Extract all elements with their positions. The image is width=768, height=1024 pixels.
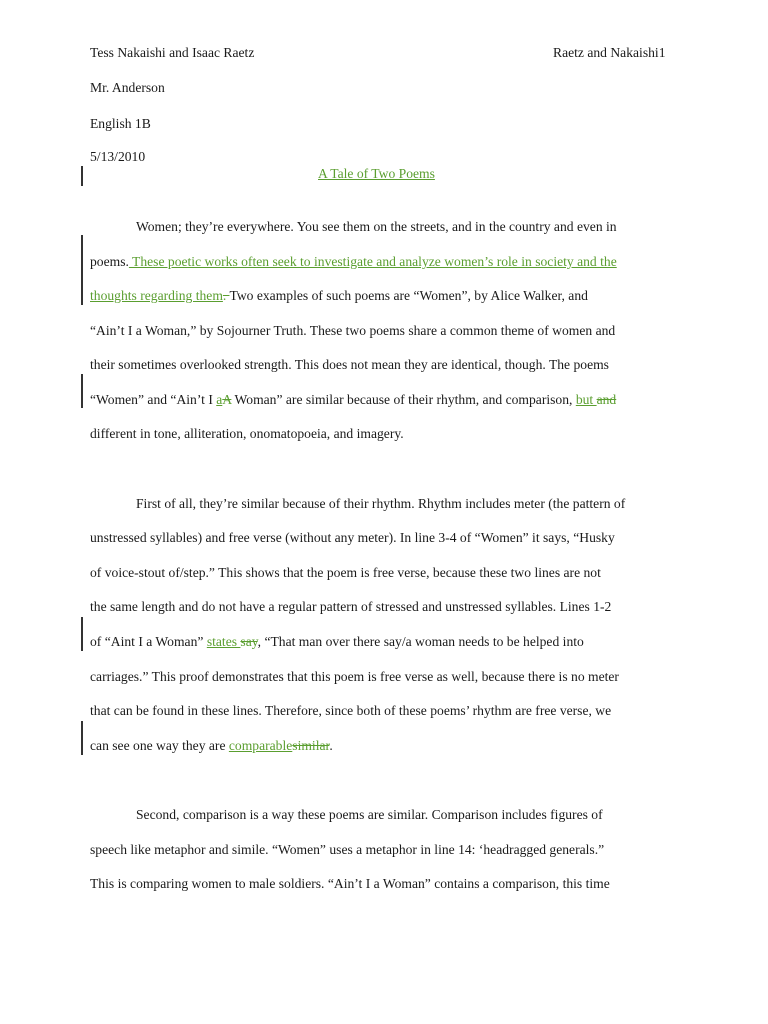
text-run: of “Aint I a Woman” [90, 634, 207, 649]
p3-line-3: This is comparing women to male soldiers. “Ain’t I a Woman” contains a comparison, this time [90, 876, 610, 891]
p2-line-6: carriages.” This proof demonstrates that this poem is free verse as well, because there is no meter [90, 669, 619, 684]
deleted-text: similar [292, 738, 330, 753]
p2-line-2: unstressed syllables) and free verse (without any meter). In line 3-4 of “Women” it says, “Husky [90, 530, 615, 545]
inserted-text: states [206, 634, 241, 649]
text-run: poems. [90, 254, 129, 269]
text-run: Woman” are similar because of their rhythm, and comparison, [231, 392, 576, 407]
text-run: . [329, 738, 333, 753]
p2-line-3: of voice-stout of/step.” This shows that the poem is free verse, because these two lines are not [90, 565, 601, 580]
deleted-text: A [222, 392, 232, 407]
p1-line-5: their sometimes overlooked strength. This does not mean they are identical, though. The poems [90, 357, 609, 372]
inserted-text: a [216, 392, 223, 407]
change-bar [81, 374, 83, 408]
text-run: “Women” and “Ain’t I [90, 392, 217, 407]
inserted-text: thoughts regarding them [90, 288, 223, 303]
p3-line-1: Second, comparison is a way these poems are similar. Comparison includes figures of [136, 807, 603, 822]
p2-line-1: First of all, they’re similar because of their rhythm. Rhythm includes meter (the pattern of [136, 496, 626, 511]
deleted-text: and [596, 392, 617, 407]
change-bar [81, 721, 83, 755]
p1-line-7: different in tone, alliteration, onomatopoeia, and imagery. [90, 426, 404, 441]
inserted-text: comparable [228, 738, 293, 753]
p1-line-6 [90, 392, 616, 408]
deleted-text: . [222, 288, 230, 303]
header-authors: Tess Nakaishi and Isaac Raetz [90, 45, 255, 60]
header-running-head: Raetz and Nakaishi1 [553, 45, 666, 60]
text-run: , “That man over there say/a woman needs to be helped into [257, 634, 584, 649]
text-run: can see one way they are [90, 738, 229, 753]
p2-line-4: the same length and do not have a regular pattern of stressed and unstressed syllables. Lines 1-2 [90, 599, 612, 614]
meta-course: English 1B [90, 116, 151, 131]
p2-line-7: that can be found in these lines. Therefore, since both of these poems’ rhythm are free verse, we [90, 703, 612, 718]
text-run: Two examples of such poems are “Women”, by Alice Walker, and [229, 288, 588, 303]
p1-line-2 [90, 254, 617, 270]
p1-line-3 [90, 288, 588, 304]
meta-teacher: Mr. Anderson [90, 80, 165, 95]
deleted-text: say [240, 634, 258, 649]
p1-line-1: Women; they’re everywhere. You see them on the streets, and in the country and even in [136, 219, 617, 234]
meta-date: 5/13/2010 [90, 149, 146, 164]
inserted-text: These poetic works often seek to investigate and analyze women’s role in society and the [128, 254, 617, 269]
p3-line-2: speech like metaphor and simile. “Women” uses a metaphor in line 14: ‘headragged generals.” [90, 842, 605, 857]
document-title: A Tale of Two Poems [318, 166, 435, 181]
inserted-text: but [575, 392, 597, 407]
p2-line-5 [90, 634, 584, 650]
change-bar [81, 235, 83, 305]
change-bar [81, 617, 83, 651]
p2-line-8 [90, 738, 333, 754]
p1-line-4: “Ain’t I a Woman,” by Sojourner Truth. These two poems share a common theme of women and [90, 323, 616, 338]
change-bar [81, 166, 83, 186]
